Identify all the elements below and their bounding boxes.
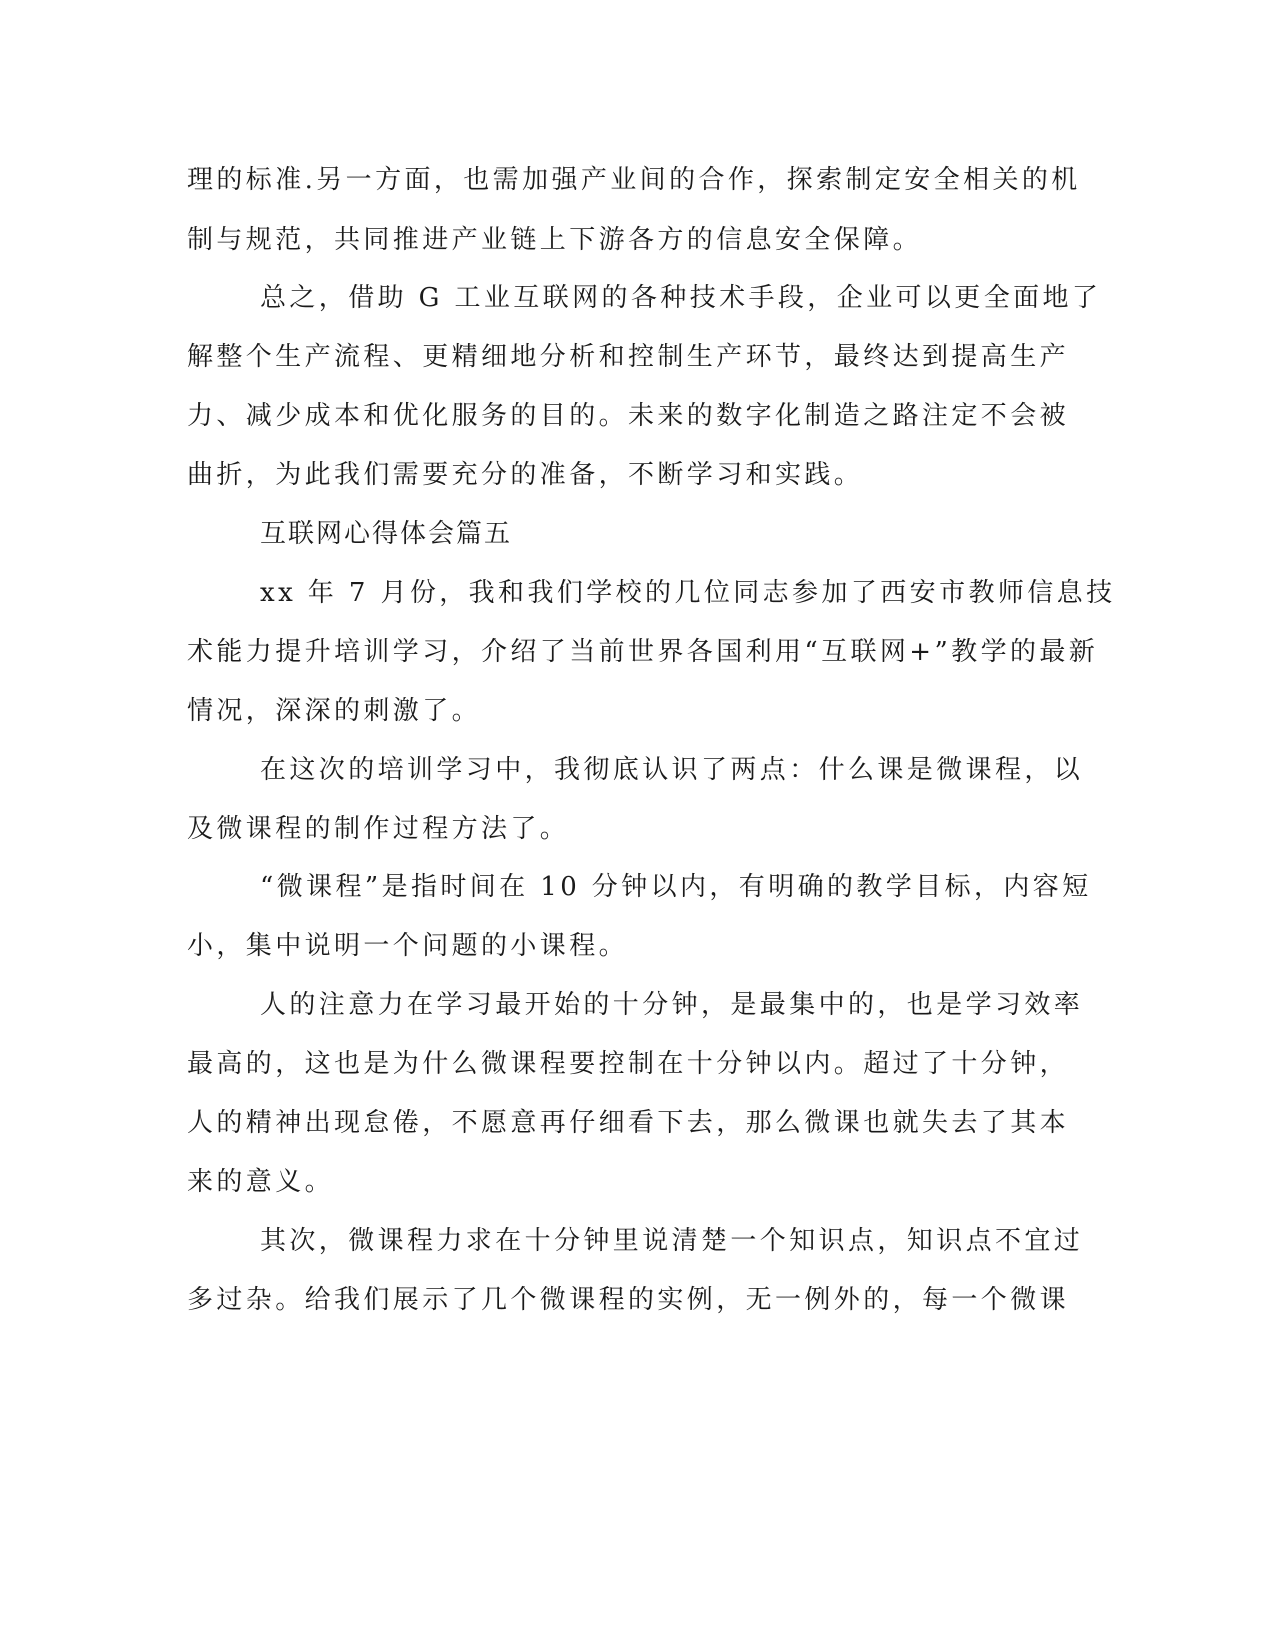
text-line: 理的标准.另一方面，也需加强产业间的合作，探索制定安全相关的机: [187, 165, 1081, 195]
text-line: 人的精神出现怠倦，不愿意再仔细看下去，那么微课也就失去了其本: [187, 1108, 1070, 1138]
text-line: 多过杂。给我们展示了几个微课程的实例，无一例外的，每一个微课: [187, 1285, 1070, 1315]
paragraph-first-line: 总之，借助 G 工业互联网的各种技术手段，企业可以更全面地了: [260, 283, 1102, 313]
text-line: 力、减少成本和优化服务的目的。未来的数字化制造之路注定不会被: [187, 401, 1070, 431]
paragraph-first-line: 其次，微课程力求在十分钟里说清楚一个知识点，知识点不宜过: [260, 1226, 1084, 1256]
text-line: 及微课程的制作过程方法了。: [187, 814, 570, 844]
paragraph-first-line: 人的注意力在学习最开始的十分钟，是最集中的，也是学习效率: [260, 990, 1084, 1020]
paragraph-first-line: xx 年 7 月份，我和我们学校的几位同志参加了西安市教师信息技: [260, 578, 1116, 608]
paragraph-first-line: “微课程”是指时间在 10 分钟以内，有明确的教学目标，内容短: [260, 872, 1092, 902]
text-line: 曲折，为此我们需要充分的准备，不断学习和实践。: [187, 460, 864, 490]
text-line: 解整个生产流程、更精细地分析和控制生产环节，最终达到提高生产: [187, 342, 1070, 372]
text-line: 术能力提升培训学习，介绍了当前世界各国利用“互联网+”教学的最新: [187, 637, 1099, 667]
text-line: 制与规范，共同推进产业链上下游各方的信息安全保障。: [187, 225, 923, 255]
text-line: 来的意义。: [187, 1167, 335, 1197]
text-line: 小，集中说明一个问题的小课程。: [187, 931, 629, 961]
paragraph-first-line: 在这次的培训学习中，我彻底认识了两点：什么课是微课程，以: [260, 755, 1084, 785]
section-heading: 互联网心得体会篇五: [260, 519, 513, 549]
text-line: 情况，深深的刺激了。: [187, 696, 482, 726]
text-line: 最高的，这也是为什么微课程要控制在十分钟以内。超过了十分钟，: [187, 1049, 1070, 1079]
